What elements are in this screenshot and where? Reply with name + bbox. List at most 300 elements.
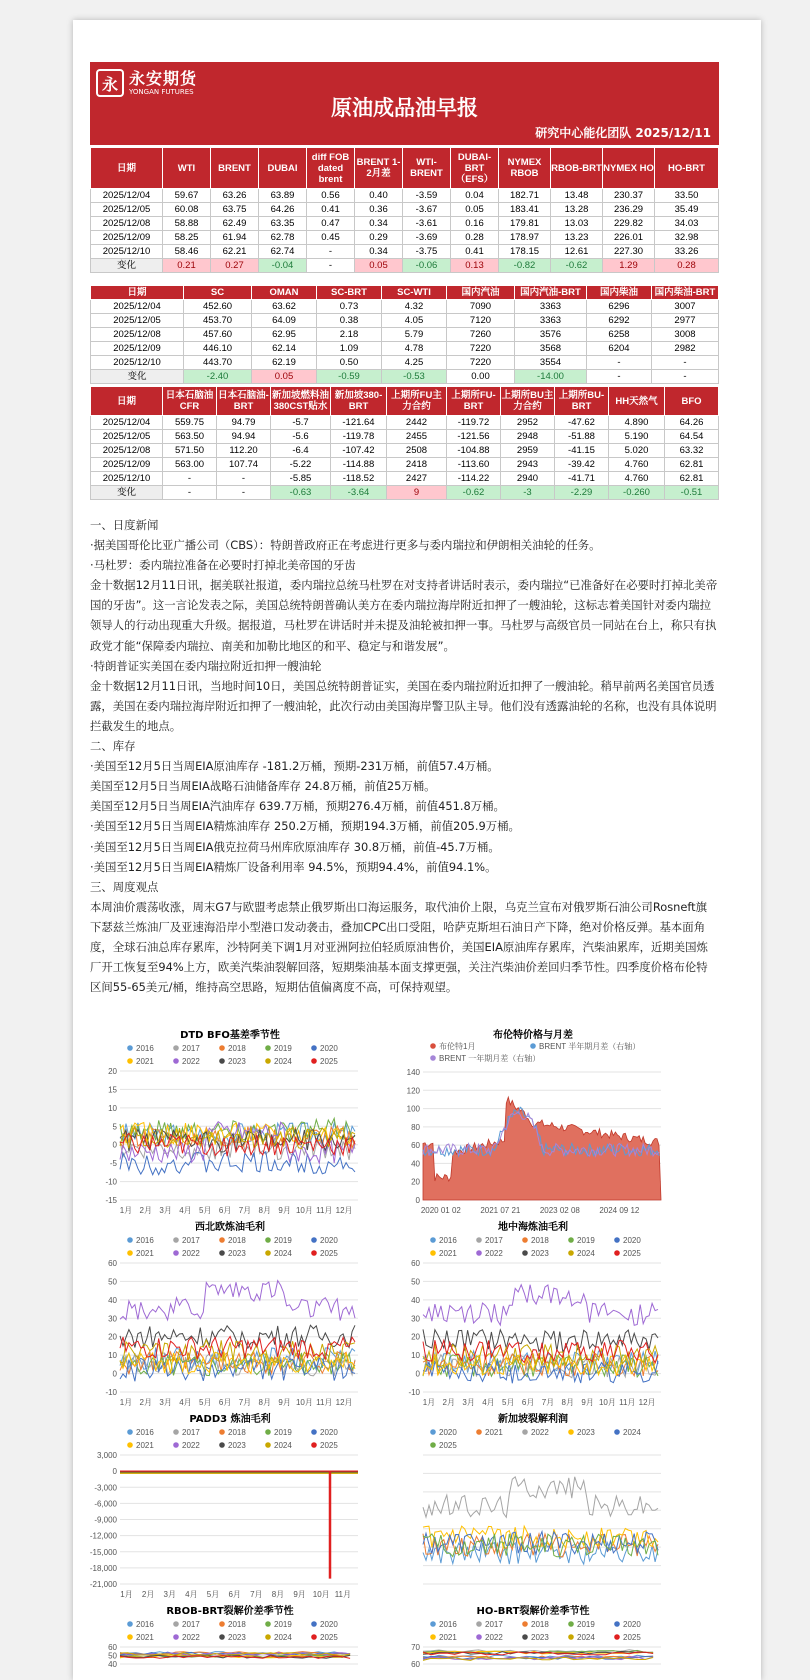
legend-marker — [311, 1250, 317, 1256]
table-row — [91, 356, 719, 370]
x-tick-label: 2月 — [141, 1590, 155, 1599]
y-tick-label: 20 — [411, 1332, 420, 1342]
table-cell: 2025/12/08 — [91, 444, 163, 458]
table-cell: 2948 — [501, 430, 555, 444]
change-cell: -3.64 — [331, 486, 387, 500]
legend-marker — [219, 1429, 225, 1435]
x-tick-label: 2024 09 12 — [599, 1206, 640, 1215]
legend-marker — [311, 1621, 317, 1627]
y-tick-label: 20 — [108, 1332, 117, 1342]
legend-marker — [430, 1621, 436, 1627]
table-cell: 7220 — [447, 356, 515, 370]
table-cell: - — [652, 356, 719, 370]
col-header: RBOB-BRT — [551, 148, 603, 189]
table-cell: 60.08 — [163, 203, 211, 217]
legend-marker — [311, 1634, 317, 1640]
table-cell: 13.48 — [551, 189, 603, 203]
y-tick-label: 10 — [108, 1351, 117, 1361]
table-cell: 2025/12/08 — [91, 328, 184, 342]
col-header: 日本石脑油CFR — [163, 387, 217, 416]
crude-price-table — [90, 147, 719, 273]
x-tick-label: 1月 — [120, 1590, 133, 1599]
col-header: 上期所FU主力合约 — [387, 387, 447, 416]
table-cell: 5.020 — [609, 444, 665, 458]
table-row — [91, 300, 719, 314]
table-cell: 3008 — [652, 328, 719, 342]
y-tick-label: 50 — [411, 1277, 420, 1287]
legend-label: 2023 — [228, 1633, 246, 1642]
legend-label: 2023 — [577, 1428, 595, 1437]
x-tick-label: 6月 — [218, 1206, 232, 1215]
table-cell: 62.19 — [252, 356, 317, 370]
table-cell: -107.42 — [331, 444, 387, 458]
table-cell: -119.72 — [447, 416, 501, 430]
table-cell: 0.45 — [307, 231, 355, 245]
change-cell: -0.04 — [259, 259, 307, 273]
x-tick-label: 10月 — [295, 1398, 313, 1407]
legend-label: 2016 — [136, 1428, 154, 1437]
legend-marker — [311, 1237, 317, 1243]
col-header: NYMEX RBOB — [499, 148, 551, 189]
table-cell: 2025/12/05 — [91, 203, 163, 217]
table-cell: -3.61 — [403, 217, 451, 231]
legend-marker — [614, 1429, 620, 1435]
x-tick-label: 10月 — [295, 1206, 313, 1215]
legend-label: 2017 — [485, 1236, 503, 1245]
legend-marker — [219, 1442, 225, 1448]
x-tick-label: 7月 — [541, 1398, 555, 1407]
legend-marker — [127, 1250, 133, 1256]
col-header: diff FOB dated brent — [307, 148, 355, 189]
y-tick-label: -18,000 — [90, 1563, 117, 1573]
table-cell: 13.03 — [551, 217, 603, 231]
legend-label: 2020 — [439, 1428, 457, 1437]
table-cell: 32.98 — [655, 231, 719, 245]
table-cell: 178.15 — [499, 245, 551, 259]
col-header: 新加坡380-BRT — [331, 387, 387, 416]
y-tick-label: -6,000 — [94, 1499, 117, 1509]
text-paragraph: 美国至12月5日当周EIA战略石油储备库存 24.8万桶，前值25万桶。 — [90, 779, 436, 794]
table-cell: - — [307, 245, 355, 259]
table-cell: -118.52 — [331, 472, 387, 486]
x-tick-label: 4月 — [185, 1590, 198, 1599]
table-cell: -47.62 — [555, 416, 609, 430]
table-cell: -39.42 — [555, 458, 609, 472]
y-tick-label: 10 — [108, 1103, 117, 1113]
legend-marker — [173, 1045, 179, 1051]
legend-marker — [265, 1429, 271, 1435]
y-tick-label: -15,000 — [90, 1547, 117, 1557]
col-header: WTI-BRENT — [403, 148, 451, 189]
legend-label: 2022 — [485, 1249, 503, 1258]
report-page — [73, 20, 761, 1680]
legend-marker — [430, 1055, 436, 1061]
table-cell: 2025/12/04 — [91, 416, 163, 430]
change-cell: -0.82 — [499, 259, 551, 273]
legend-label: 2017 — [182, 1044, 200, 1053]
legend-marker — [219, 1045, 225, 1051]
table-cell: -5.7 — [271, 416, 331, 430]
legend-label: 2025 — [320, 1057, 338, 1066]
table-cell: 571.50 — [163, 444, 217, 458]
y-tick-label: -10 — [408, 1388, 420, 1397]
legend-marker — [127, 1634, 133, 1640]
legend-label: 2024 — [274, 1633, 292, 1642]
change-cell: 0.00 — [447, 370, 515, 384]
table-cell: 2025/12/10 — [91, 356, 184, 370]
table-cell: 3007 — [652, 300, 719, 314]
text-paragraph: ·特朗普证实美国在委内瑞拉附近扣押一艘油轮 — [90, 658, 322, 673]
legend-label: 2016 — [136, 1236, 154, 1245]
table-cell: 0.29 — [355, 231, 403, 245]
table-cell: 229.82 — [603, 217, 655, 231]
legend-label: 2021 — [136, 1057, 154, 1066]
col-header: WTI — [163, 148, 211, 189]
table-cell: 13.28 — [551, 203, 603, 217]
table-cell: 94.79 — [217, 416, 271, 430]
y-tick-label: -9,000 — [94, 1515, 117, 1525]
y-tick-label: 0 — [112, 1140, 117, 1150]
legend-label: 2018 — [531, 1620, 549, 1629]
y-tick-label: 20 — [411, 1177, 420, 1187]
table-cell: 563.50 — [163, 430, 217, 444]
x-tick-label: 9月 — [581, 1398, 594, 1407]
legend-label: 2021 — [485, 1428, 503, 1437]
legend-marker — [127, 1621, 133, 1627]
chart-panel — [393, 1410, 673, 1600]
col-header: HO-BRT — [655, 148, 719, 189]
legend-marker — [522, 1634, 528, 1640]
legend-label: 2020 — [320, 1044, 338, 1053]
legend-marker — [219, 1237, 225, 1243]
legend-marker — [127, 1237, 133, 1243]
legend-label: 2022 — [182, 1441, 200, 1450]
legend-marker — [476, 1237, 482, 1243]
table-cell: 178.97 — [499, 231, 551, 245]
table-cell: 0.38 — [317, 314, 382, 328]
table-cell: 62.21 — [211, 245, 259, 259]
col-header: 日期 — [91, 286, 184, 300]
legend-label: 2020 — [320, 1236, 338, 1245]
table-cell: 2025/12/09 — [91, 342, 184, 356]
table-cell: 33.26 — [655, 245, 719, 259]
x-tick-label: 12月 — [638, 1398, 656, 1407]
table-cell: 0.28 — [451, 231, 499, 245]
table-cell: 4.760 — [609, 472, 665, 486]
x-tick-label: 6月 — [521, 1398, 535, 1407]
table-cell: 58.46 — [163, 245, 211, 259]
report-banner — [90, 62, 719, 145]
table-row — [91, 430, 719, 444]
table-cell: 2943 — [501, 458, 555, 472]
legend-marker — [311, 1429, 317, 1435]
table-cell: 2455 — [387, 430, 447, 444]
y-tick-label: 40 — [108, 1660, 117, 1669]
col-header: 新加坡燃料油380CST贴水 — [271, 387, 331, 416]
x-tick-label: 12月 — [335, 1206, 353, 1215]
table-cell: 2508 — [387, 444, 447, 458]
table-cell: 2977 — [652, 314, 719, 328]
x-tick-label: 5月 — [502, 1398, 515, 1407]
text-paragraph: 本周油价震荡收涨，周末G7与欧盟考虑禁止俄罗斯出口海运服务，取代油价上限，乌克兰宣布对俄罗斯石油公司Rosneft旗下瑟兹兰炼油厂及亚速海沿岸小型港口发动袭击，叠加CPC出口受阻，哈萨克斯坦石油日产下降，绝对价格反弹。基本面角度，全球石油总库存累库，沙特阿美下调1月对亚洲阿拉伯轻质原油售价，美国EIA原油库存累库，汽柴油累库，近期美国炼厂开工恢复至94%上方，欧美汽柴油裂解回落，短期柴油基本面支撑更强，关注汽柴油价差回归季节性。四季度价格布伦特区间55-65美元/桶，维持高空思路，短期估值偏离度不高，可保持观望。 — [90, 899, 708, 995]
change-cell: 变化 — [91, 259, 163, 273]
x-tick-label: 3月 — [159, 1398, 172, 1407]
text-paragraph: 一、日度新闻 — [90, 518, 159, 532]
change-cell: -0.62 — [551, 259, 603, 273]
table-cell: 62.78 — [259, 231, 307, 245]
table-cell: 0.16 — [451, 217, 499, 231]
change-row — [91, 370, 719, 384]
table-cell: 563.00 — [163, 458, 217, 472]
x-tick-label: 5月 — [199, 1206, 212, 1215]
table-cell: 4.78 — [382, 342, 447, 356]
table-row — [91, 245, 719, 259]
legend-label: 2025 — [439, 1441, 457, 1450]
table-cell: 59.67 — [163, 189, 211, 203]
table-cell: 6292 — [587, 314, 652, 328]
change-cell: -0.260 — [609, 486, 665, 500]
legend-marker — [614, 1250, 620, 1256]
y-tick-label: 60 — [411, 1660, 420, 1669]
legend-label: 2023 — [531, 1249, 549, 1258]
table-cell: 112.20 — [217, 444, 271, 458]
legend-marker — [265, 1621, 271, 1627]
legend-marker — [127, 1442, 133, 1448]
x-tick-label: 1月 — [422, 1398, 436, 1407]
table-cell: 7090 — [447, 300, 515, 314]
table-cell: 62.49 — [211, 217, 259, 231]
legend-label: 2023 — [228, 1249, 246, 1258]
col-header: NYMEX HO — [603, 148, 655, 189]
table-cell: 2982 — [652, 342, 719, 356]
change-cell: 0.13 — [451, 259, 499, 273]
table-cell: 4.890 — [609, 416, 665, 430]
table-cell: 3576 — [515, 328, 587, 342]
legend-marker — [476, 1621, 482, 1627]
x-tick-label: 3月 — [163, 1590, 176, 1599]
table-cell: 3363 — [515, 314, 587, 328]
change-cell: -2.29 — [555, 486, 609, 500]
change-cell: -0.51 — [665, 486, 719, 500]
table-cell: -3.67 — [403, 203, 451, 217]
text-paragraph: 金十数据12月11日讯，当地时间10日，美国总统特朗普证实，美国在委内瑞拉附近扣押了一艘油轮。稍早前两名美国官员透露，美国在委内瑞拉海岸附近扣押了一艘油轮，此次行动由美国海岸警卫队主导。他们没有透露油轮的名称，也没有具体说明拦截发生的地点。 — [90, 678, 717, 733]
table-cell: 0.36 — [355, 203, 403, 217]
table-cell: 107.74 — [217, 458, 271, 472]
y-tick-label: -10 — [105, 1177, 117, 1187]
y-tick-label: 10 — [411, 1351, 420, 1361]
legend-label: 2023 — [228, 1441, 246, 1450]
x-tick-label: 2021 07 21 — [480, 1206, 521, 1215]
x-tick-label: 3月 — [462, 1398, 475, 1407]
table-cell: 64.26 — [665, 416, 719, 430]
y-tick-label: -5 — [109, 1159, 117, 1169]
y-tick-label: 40 — [411, 1159, 420, 1169]
change-row — [91, 486, 719, 500]
table-cell: 62.14 — [252, 342, 317, 356]
table-cell: 4.25 — [382, 356, 447, 370]
series-line — [120, 1281, 355, 1321]
table-cell: 63.75 — [211, 203, 259, 217]
table-cell: 230.37 — [603, 189, 655, 203]
change-row — [91, 259, 719, 273]
table-cell: 64.26 — [259, 203, 307, 217]
x-tick-label: 4月 — [179, 1398, 192, 1407]
table-cell: 2025/12/05 — [91, 314, 184, 328]
legend-marker — [311, 1058, 317, 1064]
col-header: 国内汽油-BRT — [515, 286, 587, 300]
chart-title: 地中海炼油毛利 — [498, 1222, 568, 1233]
legend-label: 2018 — [228, 1428, 246, 1437]
table-cell: -5.22 — [271, 458, 331, 472]
col-header: 上期所BU主力合约 — [501, 387, 555, 416]
table-cell: 63.35 — [259, 217, 307, 231]
change-cell: -0.06 — [403, 259, 451, 273]
chart-svg — [393, 1410, 673, 1600]
col-header: 日本石脑油-BRT — [217, 387, 271, 416]
table-cell: -119.78 — [331, 430, 387, 444]
col-header: BRENT — [211, 148, 259, 189]
table-cell: 6204 — [587, 342, 652, 356]
sc-domestic-table — [90, 285, 719, 384]
legend-label: 2021 — [439, 1249, 457, 1258]
text-paragraph: ·美国至12月5日当周EIA精炼厂设备利用率 94.5%，预期94.4%，前值94.1%。 — [90, 859, 497, 874]
legend-label: 2021 — [439, 1633, 457, 1642]
logo-en: YONGAN FUTURES — [129, 87, 194, 96]
table-cell: 0.50 — [317, 356, 382, 370]
table-cell: 226.01 — [603, 231, 655, 245]
table-cell: -113.60 — [447, 458, 501, 472]
chart-title: PADD3 炼油毛利 — [189, 1414, 271, 1425]
change-cell: 0.21 — [163, 259, 211, 273]
change-cell: 0.27 — [211, 259, 259, 273]
legend-marker — [430, 1250, 436, 1256]
legend-marker — [219, 1621, 225, 1627]
legend-marker — [173, 1442, 179, 1448]
series-line — [423, 1285, 658, 1326]
table-cell: 2442 — [387, 416, 447, 430]
table-cell: 236.29 — [603, 203, 655, 217]
change-cell: -0.59 — [317, 370, 382, 384]
table-row — [91, 203, 719, 217]
y-tick-label: 0 — [112, 1467, 117, 1477]
table-row — [91, 342, 719, 356]
change-cell: -0.62 — [447, 486, 501, 500]
legend-label: 2016 — [439, 1236, 457, 1245]
x-tick-label: 5月 — [199, 1398, 212, 1407]
legend-label: 2019 — [274, 1236, 292, 1245]
legend-label: 2025 — [320, 1441, 338, 1450]
legend-label: 2023 — [531, 1633, 549, 1642]
table-cell: 7260 — [447, 328, 515, 342]
table-cell: 0.05 — [451, 203, 499, 217]
chart-panel — [393, 1602, 673, 1680]
table-row — [91, 328, 719, 342]
chart-panel — [393, 1026, 673, 1216]
legend-marker — [430, 1237, 436, 1243]
y-tick-label: 60 — [108, 1259, 117, 1268]
legend-label: 2018 — [531, 1236, 549, 1245]
table-cell: - — [587, 356, 652, 370]
x-tick-label: 11月 — [619, 1398, 636, 1407]
legend-label: 2017 — [182, 1620, 200, 1629]
x-tick-label: 8月 — [258, 1398, 272, 1407]
legend-marker — [173, 1058, 179, 1064]
table-row — [91, 314, 719, 328]
col-header: SC-WTI — [382, 286, 447, 300]
report-subtitle: 研究中心能化团队 2025/12/11 — [535, 126, 711, 140]
x-tick-label: 11月 — [316, 1206, 333, 1215]
table-cell: 6296 — [587, 300, 652, 314]
table-cell: 4.32 — [382, 300, 447, 314]
y-tick-label: 100 — [406, 1104, 420, 1114]
table-cell: 2025/12/09 — [91, 458, 163, 472]
change-cell: 0.05 — [252, 370, 317, 384]
col-header: DUBAI — [259, 148, 307, 189]
x-tick-label: 2月 — [139, 1398, 153, 1407]
table-cell: 64.54 — [665, 430, 719, 444]
text-paragraph: ·美国至12月5日当周EIA精炼油库存 250.2万桶，预期194.3万桶，前值205.9万桶。 — [90, 819, 520, 834]
change-cell: 变化 — [91, 486, 163, 500]
y-tick-label: -10 — [105, 1388, 117, 1397]
col-header: SC — [184, 286, 252, 300]
change-cell: 0.05 — [355, 259, 403, 273]
table-cell: 35.49 — [655, 203, 719, 217]
col-header: 上期所BU-BRT — [555, 387, 609, 416]
legend-marker — [568, 1634, 574, 1640]
table-cell: 0.34 — [355, 245, 403, 259]
chart-panel — [90, 1218, 370, 1408]
table-cell: 0.41 — [451, 245, 499, 259]
table-cell: -41.71 — [555, 472, 609, 486]
legend-marker — [614, 1634, 620, 1640]
fuel-naphtha-table — [90, 386, 719, 500]
legend-label: 2020 — [320, 1620, 338, 1629]
table-cell: -114.88 — [331, 458, 387, 472]
legend-marker — [173, 1237, 179, 1243]
y-tick-label: 140 — [406, 1068, 420, 1077]
legend-marker — [219, 1250, 225, 1256]
chart-svg — [393, 1218, 673, 1408]
legend-marker — [568, 1250, 574, 1256]
y-tick-label: 20 — [108, 1067, 117, 1076]
table-cell: 3554 — [515, 356, 587, 370]
table-cell: 34.03 — [655, 217, 719, 231]
table-cell: 2418 — [387, 458, 447, 472]
legend-marker — [265, 1045, 271, 1051]
y-tick-label: 120 — [406, 1086, 420, 1096]
table-cell: 2025/12/05 — [91, 430, 163, 444]
legend-label: BRENT 一年期月差（右轴） — [439, 1054, 541, 1063]
legend-label: 2018 — [228, 1236, 246, 1245]
legend-marker — [522, 1250, 528, 1256]
table-cell: -121.56 — [447, 430, 501, 444]
change-cell: -0.63 — [271, 486, 331, 500]
change-cell: -3 — [501, 486, 555, 500]
legend-label: 2020 — [320, 1428, 338, 1437]
legend-label: 2025 — [320, 1633, 338, 1642]
legend-label: 2022 — [531, 1428, 549, 1437]
table-cell: 3363 — [515, 300, 587, 314]
y-tick-label: 0 — [112, 1369, 117, 1379]
report-title: 原油成品油早报 — [331, 96, 478, 120]
legend-label: 2018 — [228, 1044, 246, 1053]
legend-label: 2020 — [623, 1236, 641, 1245]
table-cell: 4.760 — [609, 458, 665, 472]
table-cell: 62.74 — [259, 245, 307, 259]
legend-marker — [430, 1043, 436, 1049]
legend-label: 2024 — [274, 1249, 292, 1258]
y-tick-label: 15 — [108, 1085, 117, 1095]
